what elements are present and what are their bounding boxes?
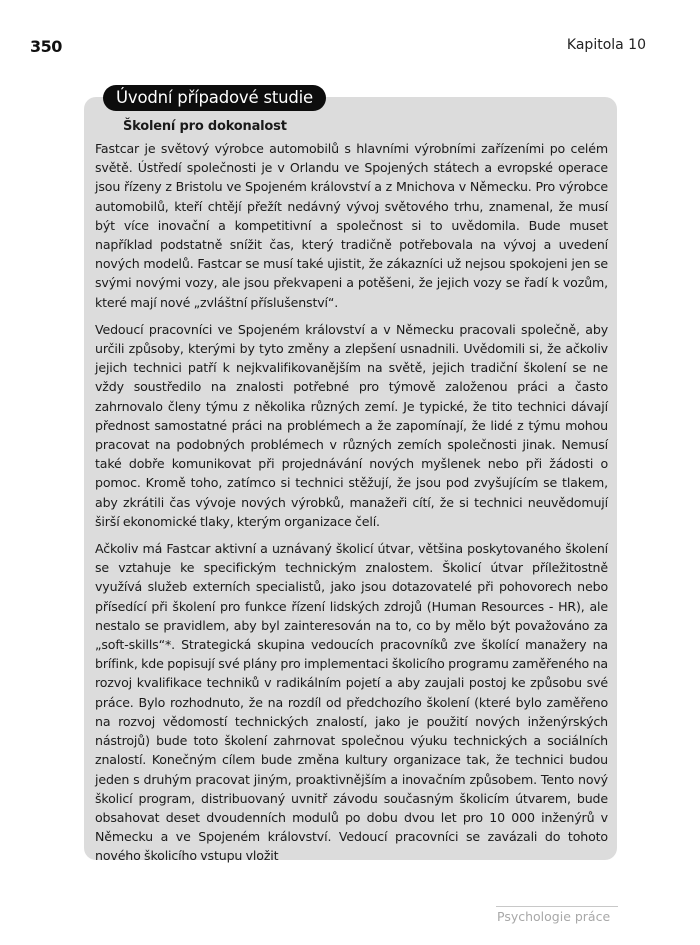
case-study-subtitle: Školení pro dokonalost [123,119,287,134]
paragraph: Fastcar je světový výrobce automobilů s hlavními výrobními zařízeními po celém světě. Ústředí společnosti je v Orlandu ve Spojených státech a evropské operace jsou řízeny z Bristolu ve Spojeném království a z Mnichova v Německu. Pro výrobce automobilů, kteří chtějí přežít nedávný vývoj světového trhu, znamenal, že musí být více inovační a kompetitivní a společnost si to uvědomila. Bude muset například podstatně snížit čas, který tradičně potřebovala na vývoj a uvedení nových modelů. Fastcar se musí také ujistit, že zákazníci už nejsou spokojeni jen se svými novými vozy, ale jsou překvapeni a potěšeni, že jejich vozy se řadí k vozům, které mají nové „zvláštní příslušenství“. [95,141,608,310]
page-number: 350 [30,37,62,56]
paragraph: Ačkoliv má Fastcar aktivní a uznávaný školicí útvar, většina poskytovaného školení se vztahuje ke specifickým technickým znalostem. Školicí útvar příležitostně využívá služeb externích specialistů, jako jsou dotazovatelé při pohovorech nebo přísedící při školení pro funkce řízení lidských zdrojů (Human Resources - HR), ale nestalo se pravidlem, aby byl zainteresován na to, co by mělo být považováno za „soft-skills“*. Strategická skupina vedoucích pracovníků zve školící manažery na brífink, kde popisují své plány pro implementaci školicího programu zaměřeného na rozvoj kvalifikace techniků v radikálním pojetí a aby zaujali postoj ke způsobu své práce. Bylo rozhodnuto, že na rozdíl od předchozího školení (které bylo zaměřeno na rozvoj vědomostí technických znalostí, jako je použití nových inženýrských nástrojů) bude toto školení zahrnovat společnou výuku technických a sociálních znalostí. Konečným cílem bude změna kultury organizace tak, že technici budou jeden s druhým pracovat jiným, proaktivnějším a inovačním způsobem. Tento nový školicí program, distribuovaný uvnitř závodu současným školicím útvarem, bude obsahovat deset dvoudenních modulů po dobu dvou let pro 10 000 inženýrů v Německu a ve Spojeném království. Vedoucí pracovníci se zavázali do tohoto nového školicího vstupu vložit [95,541,608,864]
footer-book-title: Psychologie práce [497,909,611,924]
paragraph: Vedoucí pracovníci ve Spojeném království a v Německu pracovali společně, aby určili způsoby, kterými by tyto změny a zlepšení usnadnili. Uvědomili si, že ačkoliv jejich technici patří k nejkvalifikovanějším na světě, jejich tradiční školení se ne vždy soustředilo na znalosti potřebné pro týmově založenou práci a často zahrnovalo členy týmu z několika různých zemí. Je typické, že tito technici dávají přednost samostatné práci na problémech a že zapomínají, že lidé z týmu mohou pracovat na podobných problémech v různých zemích společnosti jinak. Nemusí také dobře komunikovat při projednávání nových myšlenek nebo při žádosti o pomoc. Kromě toho, zatímco si technici stěžují, že jsou pod zvyšujícím se tlakem, aby zkrátili čas vývoje nových výrobků, manažeři cítí, že si technici neuvědomují širší ekonomické tlaky, kterým organizace čelí. [95,321,608,529]
case-study-body [95,139,608,874]
chapter-label: Kapitola 10 [566,37,646,53]
footer-divider [496,906,618,907]
case-study-title: Úvodní případové studie [103,85,326,111]
